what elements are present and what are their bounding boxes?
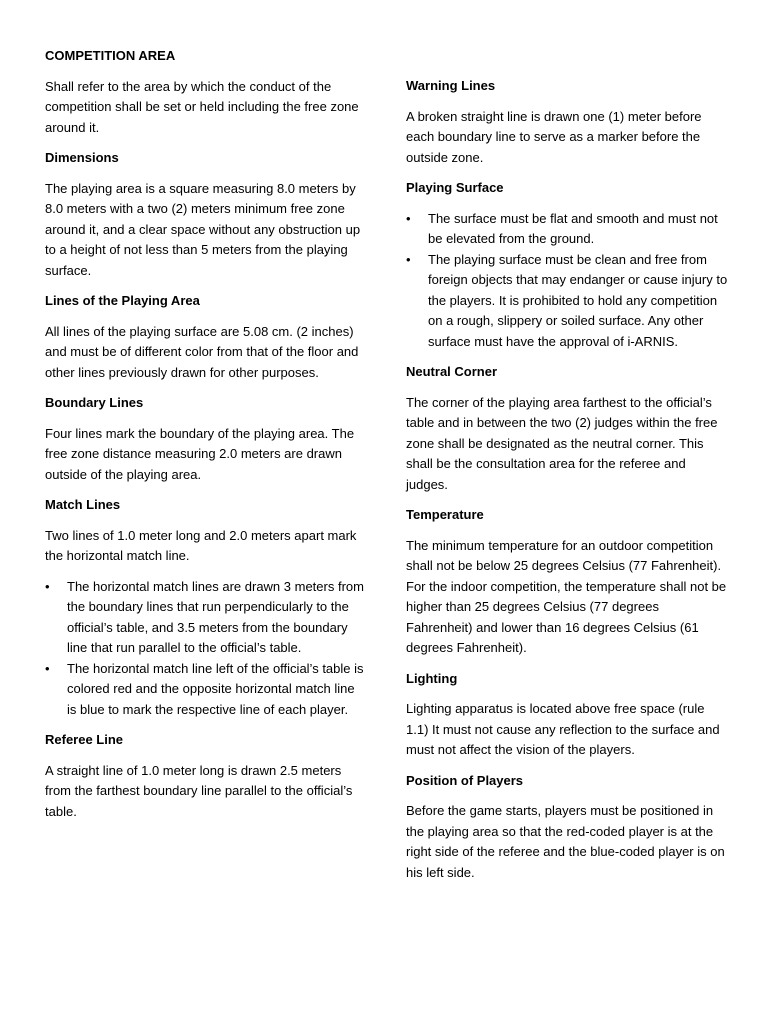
referee-line-paragraph: A straight line of 1.0 meter long is drawn 2.5 meters from the farthest boundary line parallel to the official’s table. [45, 762, 353, 819]
list-item-text: The horizontal match line left of the official’s table is colored red and the opposite horizontal match line is blue to mark the respective line of each player. [67, 660, 364, 717]
list-item-text: The playing surface must be clean and free from foreign objects that may endanger or cause injury to the players. It is prohibited to hold any competition on a rough, slippery or soiled surface. Any other surface must have the approval of i-ARNIS. [428, 251, 728, 349]
bullet-icon: • [406, 251, 411, 267]
list-item-text: The horizontal match lines are drawn 3 meters from the boundary lines that run perpendicularly to the official’s table, and 3.5 meters from the boundary line that run parallel to the official’s table. [67, 578, 364, 655]
list-item [45, 577, 365, 659]
list-item [406, 209, 728, 250]
lighting-paragraph: Lighting apparatus is located above free space (rule 1.1) It must not cause any reflection to the surface and must not affect the vision of the players. [406, 701, 720, 757]
match-lines-heading: Match Lines [45, 497, 121, 512]
right-column [406, 76, 728, 893]
match-lines-bullet-list [45, 577, 365, 721]
list-item [406, 250, 728, 353]
bullet-icon: • [45, 660, 50, 676]
dimensions-heading: Dimensions [45, 150, 119, 165]
playing-surface-bullet-list [406, 209, 728, 353]
bullet-icon: • [45, 578, 50, 594]
section-title: COMPETITION AREA [45, 48, 176, 63]
warning-lines-heading: Warning Lines [406, 78, 496, 93]
intro-paragraph: Shall refer to the area by which the conduct of the competition shall be set or held including the free zone around it. [45, 78, 359, 135]
boundary-lines-heading: Boundary Lines [45, 395, 144, 410]
temperature-paragraph: The minimum temperature for an outdoor competition shall not be below 25 degrees Celsius (77 Fahrenheit). For the indoor competition, the temperature shall not be higher than 25 degrees Celsius (77 degrees Fahrenheit) and lower than 16 degrees Celsius (61 degrees Fahrenheit). [406, 537, 727, 655]
position-of-players-paragraph: Before the game starts, players must be positioned in the playing area so that the red-coded player is at the right side of the referee and the blue-coded player is on his left side. [406, 803, 725, 880]
list-item-text: The surface must be flat and smooth and must not be elevated from the ground. [428, 210, 718, 246]
referee-line-heading: Referee Line [45, 732, 124, 747]
boundary-lines-paragraph: Four lines mark the boundary of the playing area. The free zone distance measuring 2.0 meters are drawn outside of the playing area. [45, 425, 355, 482]
lighting-heading: Lighting [406, 670, 458, 686]
warning-lines-paragraph: A broken straight line is drawn one (1) meter before each boundary line to serve as a marker before the outside zone. [406, 108, 702, 165]
list-item [45, 659, 365, 721]
neutral-corner-paragraph: The corner of the playing area farthest to the official’s table and in between the two (2) judges within the free zone shall be designated as the neutral corner. This shall be the consultation area for the referee and judges. [406, 394, 718, 492]
neutral-corner-heading: Neutral Corner [406, 364, 498, 379]
lines-heading: Lines of the Playing Area [45, 293, 200, 308]
playing-surface-heading: Playing Surface [406, 180, 504, 195]
match-lines-paragraph: Two lines of 1.0 meter long and 2.0 meters apart mark the horizontal match line. [45, 527, 357, 563]
position-of-players-heading: Position of Players [406, 772, 524, 788]
dimensions-paragraph: The playing area is a square measuring 8.0 meters by 8.0 meters with a two (2) meters minimum free zone around it, and a clear space without any obstruction up to a height of not less than 5 meters from the playing surface. [45, 180, 361, 278]
left-column [45, 46, 365, 832]
lines-paragraph: All lines of the playing surface are 5.08 cm. (2 inches) and must be of different color from that of the floor and other lines previously drawn for other purposes. [45, 323, 359, 380]
temperature-heading: Temperature [406, 507, 484, 522]
bullet-icon: • [406, 210, 411, 226]
